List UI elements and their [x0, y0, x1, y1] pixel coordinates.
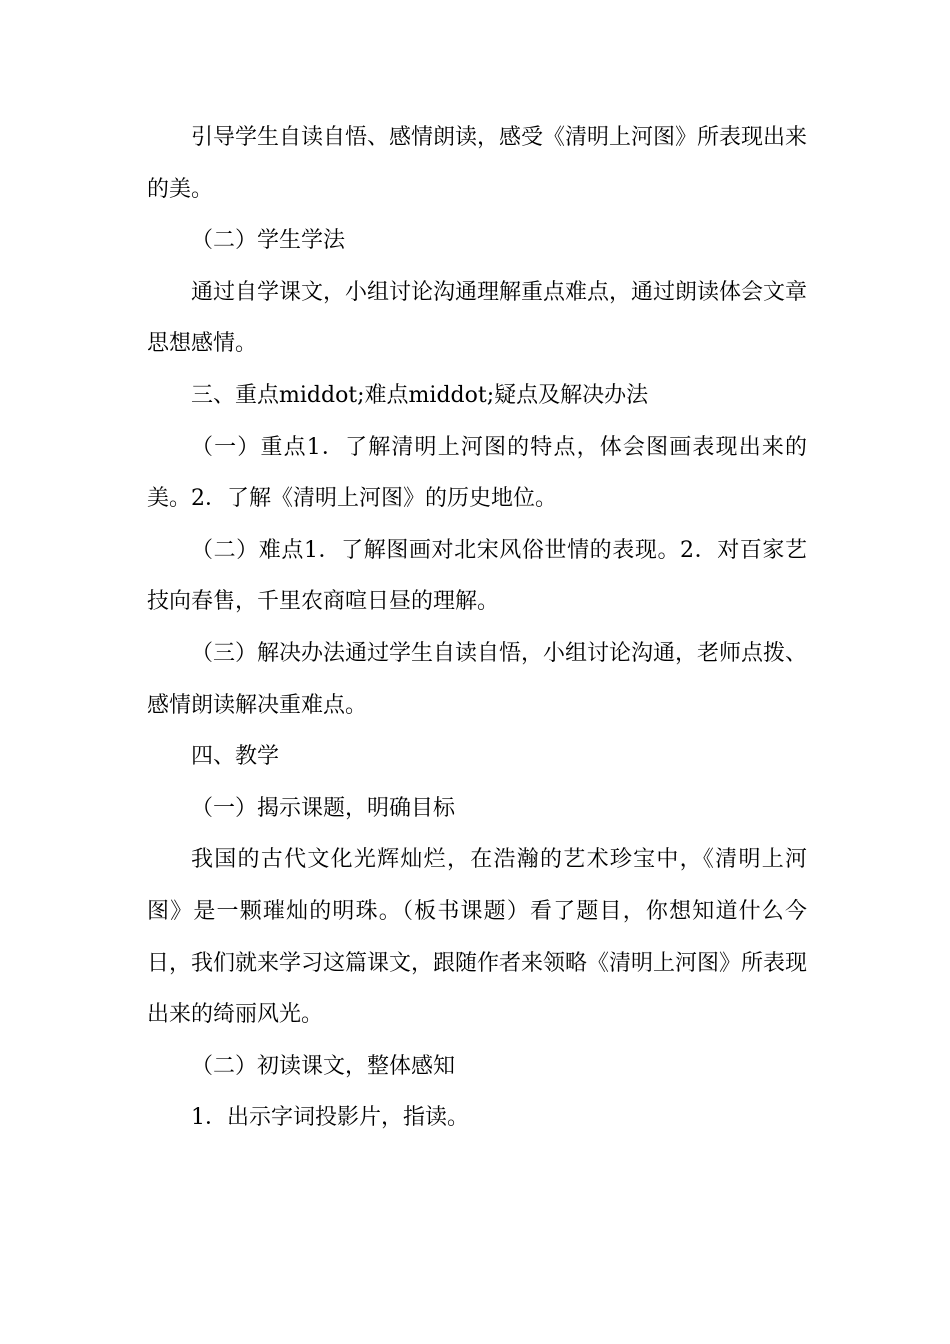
paragraph-self-study: 通过自学课文，小组讨论沟通理解重点难点，通过朗读体会文章思想感情。 — [147, 279, 808, 357]
paragraph-guide-students: 引导学生自读自悟、感情朗读，感受《清明上河图》所表现出来的美。 — [147, 125, 808, 202]
paragraph-introduction: 我国的古代文化光辉灿烂，在浩瀚的艺术珍宝中，《清明上河图》是一颗璀灿的明珠。（板书课题）看了题目，你想知道什么今日，我们就来学习这篇课文，跟随作者来领略《清明上河图》所表现出来的绮丽风光。 — [147, 847, 808, 1028]
paragraph-show-words: 1．出示字词投影片，指读。 — [191, 1105, 469, 1131]
heading-teaching: 四、教学 — [191, 744, 280, 770]
heading-student-method: （二）学生学法 — [191, 228, 346, 254]
paragraph-solution: （三）解决办法通过学生自读自悟，小组讨论沟通，老师点拨、感情朗读解决重难点。 — [147, 640, 808, 718]
paragraph-difficult-points: （二）难点1．了解图画对北宋风俗世情的表现。2．对百家艺技向春售，千里农商喧日昼的理解。 — [147, 537, 807, 615]
heading-key-difficult-points: 三、重点middot;难点middot;疑点及解决办法 — [191, 382, 649, 408]
document-body — [147, 112, 807, 1144]
heading-first-reading: （二）初读课文，整体感知 — [191, 1053, 456, 1079]
paragraph-key-points: （一）重点1．了解清明上河图的特点，体会图画表现出来的美。2．了解《清明上河图》的历史地位。 — [147, 434, 807, 512]
heading-reveal-topic: （一）揭示课题，明确目标 — [191, 795, 456, 821]
